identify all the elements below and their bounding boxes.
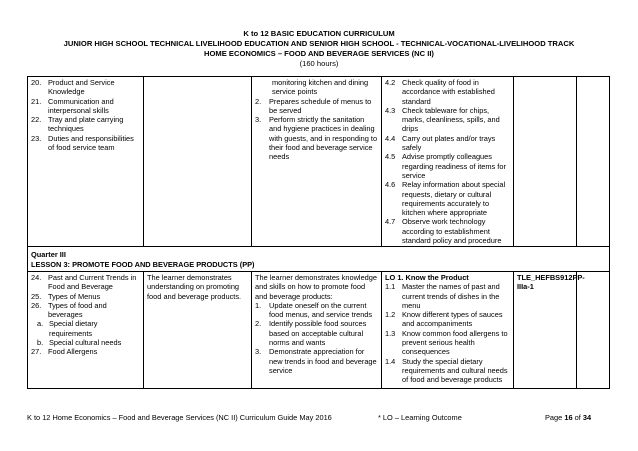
extra-cell xyxy=(577,271,610,388)
list-item: 23. Duties and responsibilities of food service team xyxy=(31,133,134,153)
content-cell xyxy=(28,271,144,388)
list-item: 27. Food Allergens xyxy=(31,347,98,357)
content-standard-cell xyxy=(144,271,252,388)
list-item: 1.3 Know common food allergens to prevent serious health consequences xyxy=(385,328,508,357)
competency-continuation: monitoring kitchen and dining service points xyxy=(272,78,369,97)
page-number: Page 16 of 34 xyxy=(545,413,592,422)
list-item: 4.3 Check tableware for chips, marks, cleanliness, spills, and drips xyxy=(385,105,500,134)
curriculum-table xyxy=(27,76,610,389)
competency-code: TLE_HEFBS912PP-IIIa-1 xyxy=(517,272,585,292)
list-item: 4.7 Observe work technology according to establishment standard policy and procedure xyxy=(385,217,502,246)
table-row xyxy=(28,271,610,388)
course-title: HOME ECONOMICS – FOOD AND BEVERAGE SERVICES (NC II) xyxy=(204,49,434,58)
content-standard-text: The learner demonstrates understanding on promoting food and beverage products. xyxy=(147,272,242,301)
extra-cell xyxy=(577,77,610,247)
code-cell xyxy=(514,271,585,388)
performance-cell xyxy=(252,77,382,247)
list-item: 1.2 Know different types of sauces and accompaniments xyxy=(385,310,503,329)
quarter-label: Quarter III xyxy=(31,250,66,260)
list-item: 2. Prepares schedule of menus to be served xyxy=(255,96,372,115)
footer-guide: K to 12 Home Economics – Food and Beverage Services (NC II) Curriculum Guide May 2016 xyxy=(27,413,332,422)
list-item: 4.5 Advise promptly colleagues regarding readiness of items for service xyxy=(385,152,506,180)
footer-lo-note: * LO – Learning Outcome xyxy=(378,413,462,422)
table-row xyxy=(28,77,610,247)
list-item: 25. Types of Menus xyxy=(31,291,101,301)
lesson-title: LESSON 3: PROMOTE FOOD AND BEVERAGE PRODUCTS (PP) xyxy=(31,259,255,269)
list-item: 4.6 Relay information about special requests, dietary or cultural requirements accurately to kitchen where appropriate xyxy=(385,180,506,218)
list-item: 4.4 Carry out plates and/or trays safely xyxy=(385,133,496,153)
performance-intro: The learner demonstrates knowledge and skills on how to promote food and beverage products: xyxy=(255,272,378,301)
list-item: 1. Update oneself on the current food menus, and service trends xyxy=(255,300,373,320)
code-cell xyxy=(514,77,577,247)
list-item: 3. Demonstrate appreciation for new trends in food and beverage service xyxy=(255,347,377,375)
list-item: 1.1 Master the names of past and current trends of dishes in the menu xyxy=(385,282,500,310)
content-standard-cell xyxy=(144,77,252,247)
doc-subtitle: JUNIOR HIGH SCHOOL TECHNICAL LIVELIHOOD EDUCATION AND SENIOR HIGH SCHOOL - TECHNICAL-VOCATIONAL-LIVELIHOOD TRACK xyxy=(63,39,575,48)
content-cell xyxy=(28,77,144,247)
list-item: 24. Past and Current Trends in Food and Beverage xyxy=(31,272,137,292)
list-item: 4.2 Check quality of food in accordance with established standard xyxy=(385,78,495,106)
learning-outcome-cell xyxy=(382,77,514,247)
list-item: 2. Identify possible food sources based on acceptable cultural norms and wants xyxy=(255,319,367,348)
learning-outcome-cell xyxy=(382,271,514,388)
list-item: 26. Types of food and beverages xyxy=(31,300,107,320)
course-hours: (160 hours) xyxy=(299,59,339,68)
list-item: a. Special dietary requirements xyxy=(37,319,98,338)
performance-cell xyxy=(252,271,382,388)
list-item: 20. Product and Service Knowledge xyxy=(31,78,115,97)
lo-title: LO 1. Know the Product xyxy=(385,272,469,282)
list-item: b. Special cultural needs xyxy=(37,338,122,348)
list-item: 3. Perform strictly the sanitation and hygiene practices in dealing with guests, and in responding to their food and beverage service needs xyxy=(255,115,378,162)
doc-title: K to 12 BASIC EDUCATION CURRICULUM xyxy=(243,29,395,38)
list-item: 1.4 Study the special dietary requirements and cultural needs of food and beverage products xyxy=(385,356,508,385)
list-item: 22. Tray and plate carrying techniques xyxy=(31,115,124,134)
list-item: 21. Communication and interpersonal skills xyxy=(31,96,114,115)
quarter-row xyxy=(28,247,610,272)
